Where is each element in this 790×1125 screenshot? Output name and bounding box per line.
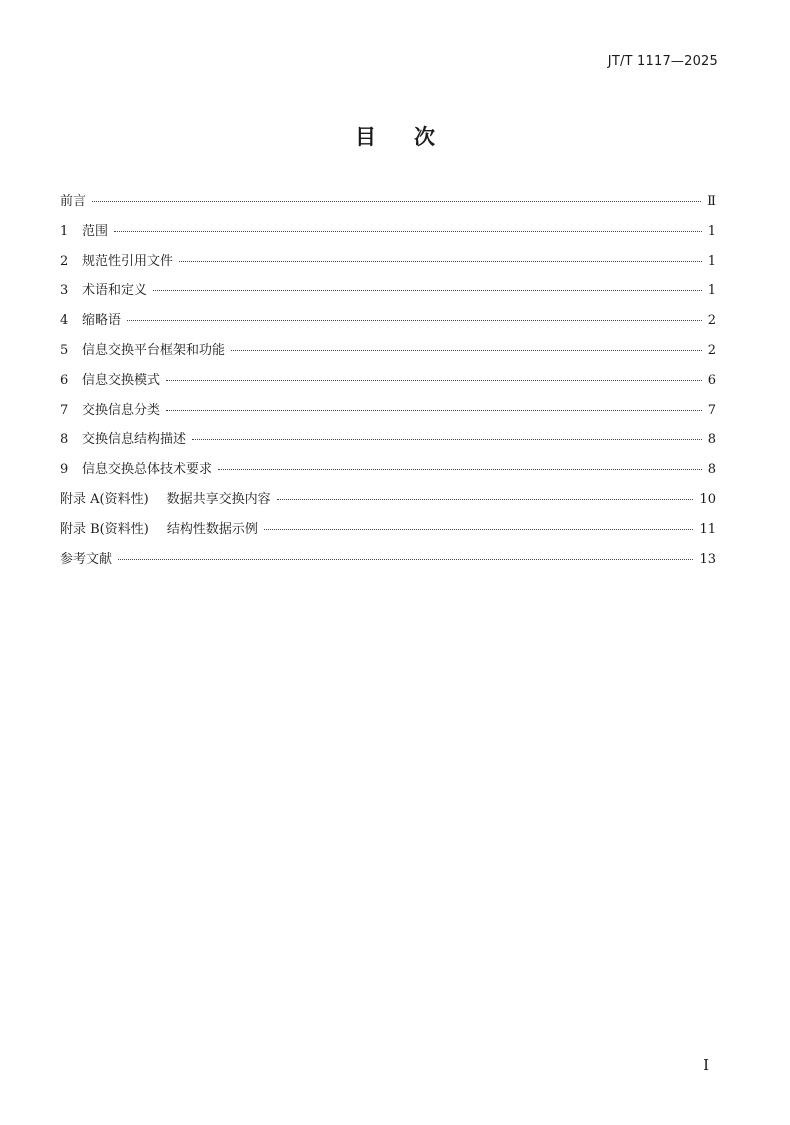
- toc-leader-dots: [166, 380, 702, 381]
- toc-page-number: 6: [707, 372, 716, 388]
- toc-entry-label: 交换信息结构描述: [82, 432, 187, 448]
- toc-page-number: 1: [707, 283, 716, 299]
- toc-page-number: 7: [707, 402, 716, 418]
- toc-leader-dots: [92, 201, 701, 202]
- toc-section-number: 7: [60, 402, 69, 418]
- toc-entry-foreword[interactable]: [60, 190, 716, 220]
- toc-leader-dots: [179, 261, 702, 262]
- toc-page-number: 1: [707, 253, 716, 269]
- toc-entry-scope[interactable]: [60, 220, 716, 250]
- table-of-contents: [60, 190, 716, 577]
- toc-page-number: 2: [707, 342, 716, 358]
- toc-entry-label: 术语和定义: [82, 283, 148, 299]
- toc-leader-dots: [118, 559, 693, 560]
- toc-leader-dots: [264, 529, 694, 530]
- toc-entry-technical-requirements[interactable]: [60, 458, 716, 488]
- toc-entry-label: 参考文献: [60, 551, 113, 567]
- toc-section-number: 8: [60, 432, 69, 448]
- toc-entry-exchange-modes[interactable]: [60, 369, 716, 399]
- toc-entry-label: 信息交换总体技术要求: [82, 462, 213, 478]
- toc-page-number: 13: [699, 551, 716, 567]
- toc-page-number: Ⅱ: [707, 194, 716, 209]
- toc-section-number: 6: [60, 372, 69, 388]
- toc-page-number: 10: [699, 491, 716, 507]
- toc-leader-dots: [127, 320, 702, 321]
- toc-leader-dots: [277, 499, 694, 500]
- toc-entry-abbreviations[interactable]: [60, 309, 716, 339]
- toc-entry-label: 信息交换模式: [82, 372, 161, 388]
- toc-entry-label: 前言: [60, 194, 87, 209]
- toc-page-number: 8: [707, 462, 716, 478]
- toc-leader-dots: [231, 350, 702, 351]
- page-title: 目次: [355, 125, 473, 149]
- toc-leader-dots: [192, 439, 702, 440]
- toc-annex-prefix: 附录 B(资料性): [60, 521, 149, 537]
- toc-page-number: 1: [707, 223, 716, 239]
- toc-annex-prefix: 附录 A(资料性): [60, 491, 149, 507]
- page-number: I: [703, 1056, 709, 1074]
- toc-page-number: 2: [707, 313, 716, 329]
- toc-entry-information-classification[interactable]: [60, 399, 716, 429]
- toc-leader-dots: [114, 231, 702, 232]
- toc-entry-bibliography[interactable]: [60, 548, 716, 578]
- toc-leader-dots: [153, 290, 702, 291]
- toc-section-number: 9: [60, 462, 69, 478]
- toc-entry-terms-definitions[interactable]: [60, 279, 716, 309]
- toc-entry-label: 结构性数据示例: [166, 521, 258, 537]
- toc-section-number: 5: [60, 342, 69, 358]
- toc-leader-dots: [218, 469, 702, 470]
- toc-leader-dots: [166, 410, 702, 411]
- toc-entry-label: 范围: [82, 223, 109, 239]
- toc-page-number: 11: [699, 521, 716, 537]
- toc-section-number: 3: [60, 283, 69, 299]
- toc-entry-label: 信息交换平台框架和功能: [82, 342, 226, 358]
- toc-entry-label: 缩略语: [82, 313, 122, 329]
- toc-entry-label: 规范性引用文件: [82, 253, 174, 269]
- toc-entry-normative-references[interactable]: [60, 250, 716, 280]
- toc-entry-platform-framework[interactable]: [60, 339, 716, 369]
- toc-page-number: 8: [707, 432, 716, 448]
- toc-entry-structure-description[interactable]: [60, 428, 716, 458]
- toc-entry-label: 交换信息分类: [82, 402, 161, 418]
- toc-entry-annex-b[interactable]: [60, 518, 716, 548]
- toc-section-number: 2: [60, 253, 69, 269]
- toc-section-number: 4: [60, 313, 69, 329]
- toc-entry-annex-a[interactable]: [60, 488, 716, 518]
- toc-section-number: 1: [60, 223, 69, 239]
- toc-entry-label: 数据共享交换内容: [166, 491, 271, 507]
- standard-code: JT/T 1117—2025: [607, 54, 718, 69]
